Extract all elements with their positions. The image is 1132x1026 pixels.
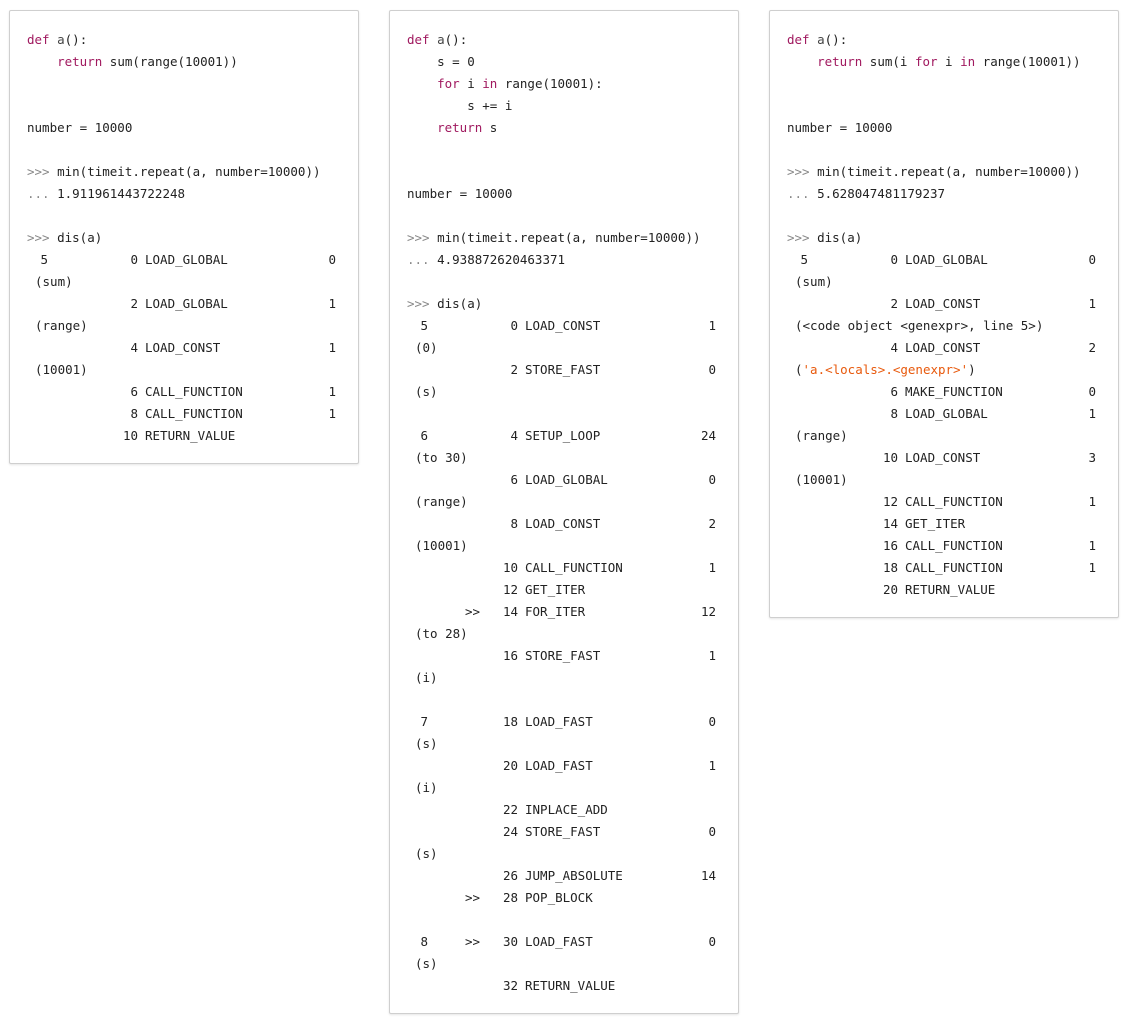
code-token: number = 10000 <box>407 186 513 201</box>
dis-instruction-line <box>390 359 738 381</box>
opcode-name: RETURN_VALUE <box>905 582 996 597</box>
code-line <box>390 139 738 161</box>
dis-instruction-line <box>390 403 738 425</box>
code-token: min(timeit.repeat(a, number=10000)) <box>49 164 321 179</box>
bytecode-offset: 8 <box>890 406 898 421</box>
code-line <box>390 29 738 51</box>
code-panel-generator <box>769 10 1119 618</box>
repl-prompt: ... <box>407 252 430 267</box>
bytecode-offset: 14 <box>502 604 518 619</box>
bytecode-offset: 4 <box>130 340 138 355</box>
code-line <box>390 183 738 205</box>
dis-instruction-line <box>10 381 358 403</box>
bytecode-offset: 6 <box>890 384 898 399</box>
code-line <box>390 227 738 249</box>
code-line <box>390 271 738 293</box>
opcode-name: LOAD_CONST <box>905 296 981 311</box>
keyword-token: for <box>914 54 938 69</box>
bytecode-offset: 10 <box>882 450 898 465</box>
dis-instruction-line <box>10 293 358 315</box>
code-token: s <box>482 120 498 135</box>
line-number: 5 <box>800 252 808 267</box>
bytecode-offset: 4 <box>890 340 898 355</box>
code-token: i <box>937 54 961 69</box>
dis-instruction-line <box>390 887 738 909</box>
code-line <box>770 95 1118 117</box>
opcode-arg: 1 <box>1088 538 1096 553</box>
opcode-name: CALL_FUNCTION <box>905 560 1003 575</box>
opcode-name: MAKE_FUNCTION <box>905 384 1003 399</box>
bytecode-offset: 24 <box>502 824 518 839</box>
code-token <box>407 76 437 91</box>
dis-instruction-line <box>390 975 738 997</box>
dis-instruction-line <box>390 689 738 711</box>
opcode-arg: 1 <box>328 340 336 355</box>
bytecode-offset: 20 <box>502 758 518 773</box>
opcode-arg: 1 <box>328 296 336 311</box>
opcode-arg: 1 <box>708 318 716 333</box>
opcode-name: LOAD_FAST <box>525 758 593 773</box>
bytecode-offset: 10 <box>502 560 518 575</box>
code-line <box>10 183 358 205</box>
bytecode-offset: 2 <box>890 296 898 311</box>
dis-instruction-line <box>770 249 1118 271</box>
bytecode-offset: 2 <box>510 362 518 377</box>
bytecode-offset: 8 <box>130 406 138 421</box>
dis-instruction-line <box>390 557 738 579</box>
code-line <box>770 227 1118 249</box>
dis-instruction-line <box>390 821 738 843</box>
opcode-arg-note: (s) <box>415 956 438 971</box>
bytecode-offset: 16 <box>502 648 518 663</box>
code-token: 5.628047481179237 <box>809 186 946 201</box>
bytecode-offset: 16 <box>882 538 898 553</box>
opcode-arg-note: (range) <box>415 494 468 509</box>
bytecode-offset: 32 <box>502 978 518 993</box>
bytecode-offset: 4 <box>510 428 518 443</box>
opcode-arg-note: (range) <box>35 318 88 333</box>
opcode-arg: 0 <box>328 252 336 267</box>
code-line <box>770 183 1118 205</box>
opcode-arg-note: (0) <box>415 340 438 355</box>
code-token: min(timeit.repeat(a, number=10000)) <box>809 164 1081 179</box>
code-token: (): <box>824 32 848 47</box>
opcode-arg: 24 <box>700 428 716 443</box>
dis-instruction-line <box>770 447 1118 469</box>
repl-prompt: ... <box>787 186 810 201</box>
code-panel-sum-range <box>9 10 359 464</box>
bytecode-offset: 14 <box>882 516 898 531</box>
opcode-arg: 0 <box>708 472 716 487</box>
opcode-name: CALL_FUNCTION <box>145 384 243 399</box>
jump-target-marker: >> <box>465 604 481 619</box>
jump-target-marker: >> <box>465 934 481 949</box>
dis-note-line <box>390 777 738 799</box>
dis-instruction-line <box>770 381 1118 403</box>
bytecode-offset: 30 <box>502 934 518 949</box>
opcode-name: GET_ITER <box>525 582 586 597</box>
code-token: range(10001)) <box>975 54 1081 69</box>
dis-instruction-line <box>390 315 738 337</box>
opcode-arg: 3 <box>1088 450 1096 465</box>
repl-prompt: >>> <box>27 164 50 179</box>
dis-instruction-line <box>770 579 1118 601</box>
opcode-arg: 1 <box>1088 494 1096 509</box>
dis-instruction-line <box>390 425 738 447</box>
dis-instruction-line <box>770 337 1118 359</box>
code-line <box>770 139 1118 161</box>
dis-note-line <box>390 447 738 469</box>
code-line <box>10 51 358 73</box>
code-line <box>10 95 358 117</box>
repl-prompt: >>> <box>407 230 430 245</box>
opcode-name: CALL_FUNCTION <box>145 406 243 421</box>
code-line <box>10 117 358 139</box>
code-line <box>390 161 738 183</box>
opcode-arg: 0 <box>1088 252 1096 267</box>
code-token <box>50 32 58 47</box>
dis-instruction-line <box>770 491 1118 513</box>
dis-note-line <box>770 315 1118 337</box>
opcode-arg: 1 <box>1088 560 1096 575</box>
dis-note-line <box>390 381 738 403</box>
bytecode-offset: 12 <box>502 582 518 597</box>
opcode-name: LOAD_CONST <box>905 340 981 355</box>
code-line <box>770 161 1118 183</box>
dis-note-line <box>390 667 738 689</box>
opcode-arg: 0 <box>1088 384 1096 399</box>
opcode-name: CALL_FUNCTION <box>905 538 1003 553</box>
code-line <box>770 117 1118 139</box>
opcode-name: CALL_FUNCTION <box>525 560 623 575</box>
dis-note-line <box>390 953 738 975</box>
code-token <box>430 32 438 47</box>
opcode-name: RETURN_VALUE <box>145 428 236 443</box>
opcode-arg-note: (10001) <box>795 472 848 487</box>
opcode-arg-note: (to 30) <box>415 450 468 465</box>
opcode-arg-note: (s) <box>415 736 438 751</box>
code-line <box>10 73 358 95</box>
repl-prompt: ... <box>27 186 50 201</box>
opcode-name: LOAD_GLOBAL <box>145 252 228 267</box>
bytecode-offset: 0 <box>130 252 138 267</box>
dis-note-line <box>390 491 738 513</box>
code-line <box>390 73 738 95</box>
opcode-arg-note: (i) <box>415 670 438 685</box>
opcode-arg-note: (10001) <box>415 538 468 553</box>
code-token <box>787 54 817 69</box>
opcode-arg: 0 <box>708 934 716 949</box>
bytecode-offset: 2 <box>130 296 138 311</box>
code-panel-for-loop <box>389 10 739 1014</box>
opcode-arg: 1 <box>708 648 716 663</box>
keyword-token: return <box>817 54 863 69</box>
dis-instruction-line <box>390 755 738 777</box>
code-line <box>390 205 738 227</box>
opcode-name: JUMP_ABSOLUTE <box>525 868 623 883</box>
dis-instruction-line <box>10 337 358 359</box>
bytecode-offset: 12 <box>882 494 898 509</box>
code-token: a <box>817 32 825 47</box>
code-token: range(10001): <box>497 76 603 91</box>
dis-note-line <box>770 469 1118 491</box>
code-line <box>770 51 1118 73</box>
code-token: min(timeit.repeat(a, number=10000)) <box>429 230 701 245</box>
code-token: i <box>459 76 483 91</box>
keyword-token: return <box>57 54 103 69</box>
string-literal: 'a.<locals>.<genexpr>' <box>802 362 969 377</box>
code-token <box>810 32 818 47</box>
line-number: 5 <box>40 252 48 267</box>
opcode-arg: 1 <box>328 384 336 399</box>
dis-instruction-line <box>10 425 358 447</box>
opcode-arg-note: ('a.<locals>.<genexpr>') <box>795 362 976 377</box>
opcode-arg: 1 <box>1088 406 1096 421</box>
dis-instruction-line <box>390 469 738 491</box>
dis-instruction-line <box>390 513 738 535</box>
code-line <box>390 51 738 73</box>
dis-note-line <box>390 623 738 645</box>
code-token: dis(a) <box>49 230 103 245</box>
dis-note-line <box>10 359 358 381</box>
bytecode-offset: 20 <box>882 582 898 597</box>
code-line <box>770 205 1118 227</box>
code-line <box>10 205 358 227</box>
code-line <box>390 117 738 139</box>
dis-instruction-line <box>390 931 738 953</box>
opcode-arg-note: (10001) <box>35 362 88 377</box>
code-token: sum(range(10001)) <box>102 54 238 69</box>
dis-note-line <box>10 315 358 337</box>
opcode-arg: 0 <box>708 714 716 729</box>
opcode-name: LOAD_CONST <box>905 450 981 465</box>
opcode-arg-note: (s) <box>415 846 438 861</box>
keyword-token: in <box>482 76 498 91</box>
dis-note-line <box>770 359 1118 381</box>
dis-note-line <box>10 271 358 293</box>
opcode-name: LOAD_CONST <box>525 516 601 531</box>
dis-note-line <box>390 337 738 359</box>
code-token <box>27 54 57 69</box>
opcode-name: POP_BLOCK <box>525 890 593 905</box>
dis-instruction-line <box>770 513 1118 535</box>
line-number: 6 <box>420 428 428 443</box>
bytecode-offset: 0 <box>510 318 518 333</box>
code-line <box>390 95 738 117</box>
opcode-arg: 1 <box>708 560 716 575</box>
opcode-arg: 1 <box>708 758 716 773</box>
opcode-arg: 14 <box>700 868 716 883</box>
bytecode-offset: 22 <box>502 802 518 817</box>
opcode-name: LOAD_FAST <box>525 934 593 949</box>
opcode-name: LOAD_GLOBAL <box>145 296 228 311</box>
jump-target-marker: >> <box>465 890 481 905</box>
dis-instruction-line <box>390 645 738 667</box>
repl-prompt: >>> <box>787 164 810 179</box>
keyword-token: def <box>787 32 810 47</box>
code-token: number = 10000 <box>787 120 893 135</box>
code-line <box>10 139 358 161</box>
opcode-arg: 1 <box>328 406 336 421</box>
keyword-token: for <box>437 76 460 91</box>
dis-note-line <box>770 271 1118 293</box>
dis-instruction-line <box>390 601 738 623</box>
bytecode-offset: 6 <box>130 384 138 399</box>
code-line <box>770 73 1118 95</box>
code-token: (): <box>444 32 468 47</box>
bytecode-offset: 18 <box>882 560 898 575</box>
line-number: 5 <box>420 318 428 333</box>
opcode-name: LOAD_GLOBAL <box>905 406 988 421</box>
keyword-token: in <box>960 54 976 69</box>
opcode-name: LOAD_CONST <box>145 340 221 355</box>
bytecode-offset: 6 <box>510 472 518 487</box>
dis-instruction-line <box>390 579 738 601</box>
code-line <box>10 29 358 51</box>
dis-note-line <box>390 843 738 865</box>
opcode-name: LOAD_CONST <box>525 318 601 333</box>
code-line <box>10 227 358 249</box>
dis-instruction-line <box>770 535 1118 557</box>
opcode-arg-note: (range) <box>795 428 848 443</box>
opcode-arg: 0 <box>708 362 716 377</box>
dis-instruction-line <box>10 403 358 425</box>
opcode-arg-note: (<code object <genexpr>, line 5>) <box>795 318 1044 333</box>
code-token: s += i <box>407 98 513 113</box>
opcode-name: STORE_FAST <box>525 362 601 377</box>
code-token: sum(i <box>862 54 915 69</box>
repl-prompt: >>> <box>787 230 810 245</box>
code-token: dis(a) <box>429 296 483 311</box>
dis-instruction-line <box>390 909 738 931</box>
bytecode-offset: 0 <box>890 252 898 267</box>
dis-instruction-line <box>770 403 1118 425</box>
opcode-name: INPLACE_ADD <box>525 802 608 817</box>
bytecode-offset: 18 <box>502 714 518 729</box>
line-number: 7 <box>420 714 428 729</box>
repl-prompt: >>> <box>27 230 50 245</box>
dis-instruction-line <box>770 557 1118 579</box>
opcode-name: LOAD_GLOBAL <box>905 252 988 267</box>
code-token: a <box>57 32 65 47</box>
bytecode-offset: 28 <box>502 890 518 905</box>
bytecode-offset: 8 <box>510 516 518 531</box>
opcode-name: SETUP_LOOP <box>525 428 601 443</box>
opcode-arg: 2 <box>708 516 716 531</box>
repl-prompt: >>> <box>407 296 430 311</box>
opcode-arg-note: (s) <box>415 384 438 399</box>
code-line <box>770 29 1118 51</box>
opcode-arg: 2 <box>1088 340 1096 355</box>
dis-note-line <box>390 535 738 557</box>
code-token: 4.938872620463371 <box>429 252 566 267</box>
bytecode-offset: 10 <box>122 428 138 443</box>
opcode-name: STORE_FAST <box>525 824 601 839</box>
opcode-arg-note: (sum) <box>795 274 833 289</box>
opcode-arg-note: (i) <box>415 780 438 795</box>
opcode-arg: 1 <box>1088 296 1096 311</box>
opcode-name: LOAD_FAST <box>525 714 593 729</box>
code-token: a <box>437 32 445 47</box>
bytecode-offset: 26 <box>502 868 518 883</box>
opcode-name: RETURN_VALUE <box>525 978 616 993</box>
opcode-name: STORE_FAST <box>525 648 601 663</box>
opcode-name: FOR_ITER <box>525 604 586 619</box>
code-line <box>10 161 358 183</box>
opcode-name: GET_ITER <box>905 516 966 531</box>
dis-instruction-line <box>390 865 738 887</box>
dis-instruction-line <box>390 711 738 733</box>
keyword-token: def <box>27 32 50 47</box>
code-token: (): <box>64 32 88 47</box>
code-token: number = 10000 <box>27 120 133 135</box>
code-token: 1.911961443722248 <box>49 186 186 201</box>
dis-instruction-line <box>770 293 1118 315</box>
code-line <box>390 293 738 315</box>
code-line <box>390 249 738 271</box>
line-number: 8 <box>420 934 428 949</box>
keyword-token: return <box>437 120 483 135</box>
code-token: dis(a) <box>809 230 863 245</box>
dis-instruction-line <box>390 799 738 821</box>
opcode-name: CALL_FUNCTION <box>905 494 1003 509</box>
dis-note-line <box>770 425 1118 447</box>
opcode-arg: 12 <box>700 604 716 619</box>
keyword-token: def <box>407 32 430 47</box>
opcode-name: LOAD_GLOBAL <box>525 472 608 487</box>
dis-instruction-line <box>10 249 358 271</box>
opcode-arg-note: (to 28) <box>415 626 468 641</box>
code-token: s = 0 <box>407 54 475 69</box>
opcode-arg-note: (sum) <box>35 274 73 289</box>
dis-note-line <box>390 733 738 755</box>
code-token <box>407 120 437 135</box>
opcode-arg: 0 <box>708 824 716 839</box>
